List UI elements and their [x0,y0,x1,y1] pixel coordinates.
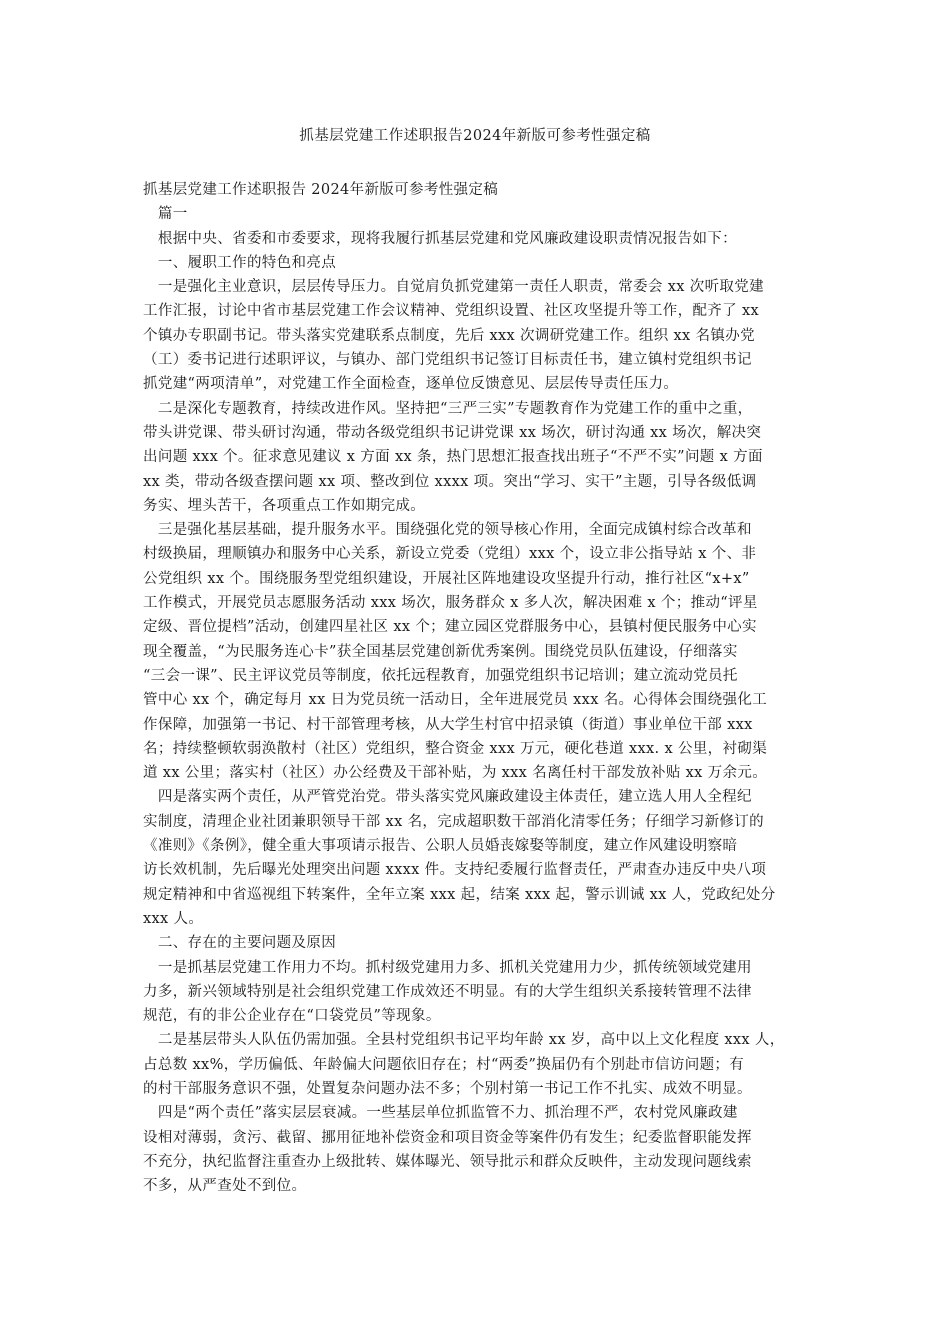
text-line: 规定精神和中省巡视组下转案件，全年立案 xxx 起，结案 xxx 起，警示训诫 xx 人，党政纪处分 [143,886,776,903]
text-line: 规范，有的非公企业存在“口袋党员”等现象。 [143,1008,441,1025]
text-line: xx 类，带动各级查摆问题 xx 项、整改到位 xxxx 项。突出“学习、实干”主题，引导各级低调 [143,473,757,490]
text-line: 篇一 [143,206,188,223]
text-line: 个镇办专职副书记。带头落实党建联系点制度，先后 xxx 次调研党建工作。组织 xx 名镇办党 [143,327,755,344]
text-line: 根据中央、省委和市委要求，现将我履行抓基层党建和党风廉政建设职责情况报告如下： [143,230,737,247]
text-line: 《准则》《条例》，健全重大事项请示报告、公职人员婚丧嫁娶等制度，建立作风建设明察暗 [143,838,738,855]
text-line: 不多，从严查处不到位。 [143,1178,307,1195]
text-line: 一是抓基层党建工作用力不均。抓村级党建用力多、抓机关党建用力少，抓传统领域党建用 [143,959,752,976]
text-line: 四是“两个责任”落实层层衰减。一些基层单位抓监管不力、抓治理不严，农村党风廉政建 [143,1105,738,1122]
text-line: 管中心 xx 个，确定每月 xx 日为党员统一活动日，全年进展党员 xxx 名。心得体会围绕强化工 [143,692,768,709]
text-line: 实制度，清理企业社团兼职领导干部 xx 名，完成超职数干部消化清零任务；仔细学习新修订的 [143,813,764,830]
text-line: 占总数 xx%，学历偏低、年龄偏大问题依旧存在；村“两委”换届仍有个别赴市信访问题；有 [143,1056,745,1073]
text-line: 定级、晋位提档”活动，创建四星社区 xx 个；建立园区党群服务中心，县镇村便民服务中心实 [143,619,757,636]
text-line: 力多，新兴领域特别是社会组织党建工作成效还不明显。有的大学生组织关系接转管理不法律 [143,983,752,1000]
text-line: 公党组织 xx 个。围绕服务型党组织建设，开展社区阵地建设攻坚提升行动，推行社区“x+x” [143,570,750,587]
text-line: 名；持续整顿软弱涣散村（社区）党组织，整合资金 xxx 万元，硬化巷道 xxx. x 公里，衬砌渠 [143,740,768,757]
text-line: 访长效机制，先后曝光处理突出问题 xxxx 件。支持纪委履行监督责任，严肃查办违反中央八项 [143,862,767,879]
text-line: 的村干部服务意识不强，处置复杂问题办法不多；个别村第一书记工作不扎实、成效不明显。 [143,1080,752,1097]
text-line: 作保障，加强第一书记、村干部管理考核，从大学生村官中招录镇（街道）事业单位干部 xxx [143,716,753,733]
text-line: 二、存在的主要问题及原因 [143,935,337,952]
text-line: 不充分，执纪监督注重查办上级批转、媒体曝光、领导批示和群众反映件，主动发现问题线索 [143,1153,752,1170]
text-line: 工作模式，开展党员志愿服务活动 xxx 场次，服务群众 x 多人次，解决困难 x 个；推动“评星 [143,595,758,612]
text-line: 现全覆盖，“为民服务连心卡”获全国基层党建创新优秀案例。围绕党员队伍建设，仔细落实 [143,643,738,660]
text-line: （工）委书记进行述职评议，与镇办、部门党组织书记签订目标责任书，建立镇村党组织书记 [143,352,752,369]
text-line: 工作汇报，讨论中省市基层党建工作会议精神、党组织设置、社区攻坚提升等工作，配齐了 xx [143,303,760,320]
text-line: 一是强化主业意识，层层传导压力。自觉肩负抓党建第一责任人职责，常委会 xx 次听取党建 [143,279,764,296]
document-title: 抓基层党建工作述职报告2024年新版可参考性强定稿 [299,128,651,144]
text-line: 道 xx 公里；落实村（社区）办公经费及干部补贴，为 xxx 名离任村干部发放补贴 xx 万余元。 [143,765,768,782]
text-line: 出问题 xxx 个。征求意见建议 x 方面 xx 条，热门思想汇报查找出班子“不严不实”问题 x 方面 [143,449,763,466]
document-body [143,178,811,1198]
text-line: 三是强化基层基础，提升服务水平。围绕强化党的领导核心作用，全面完成镇村综合改革和 [143,522,752,539]
text-line: 二是基层带头人队伍仍需加强。全县村党组织书记平均年龄 xx 岁，高中以上文化程度 xxx 人， [143,1032,785,1049]
text-line: 设相对薄弱，贪污、截留、挪用征地补偿资金和项目资金等案件仍有发生；纪委监督职能发挥 [143,1129,752,1146]
text-line: 抓基层党建工作述职报告 2024年新版可参考性强定稿 [143,182,499,198]
text-line: 一、履职工作的特色和亮点 [143,254,337,271]
text-line: xxx 人。 [143,910,204,927]
text-line: 抓党建“两项清单”，对党建工作全面检查，逐单位反馈意见、层层传导责任压力。 [143,376,679,393]
text-line: 村级换届，理顺镇办和服务中心关系，新设立党委（党组）xxx 个，设立非公指导站 x 个、非 [143,546,757,563]
text-line: 二是深化专题教育，持续改进作风。坚持把“三严三实”专题教育作为党建工作的重中之重， [143,400,753,417]
text-line: 带头讲党课、带头研讨沟通，带动各级党组织书记讲党课 xx 场次，研讨沟通 xx 场次，解决突 [143,424,762,441]
text-line: 四是落实两个责任，从严管党治党。带头落实党风廉政建设主体责任，建立选人用人全程纪 [143,789,752,806]
text-line: 务实、埋头苦干，各项重点工作如期完成。 [143,497,426,514]
text-line: “三会一课”、民主评议党员等制度，依托远程教育，加强党组织书记培训；建立流动党员托 [143,667,738,684]
